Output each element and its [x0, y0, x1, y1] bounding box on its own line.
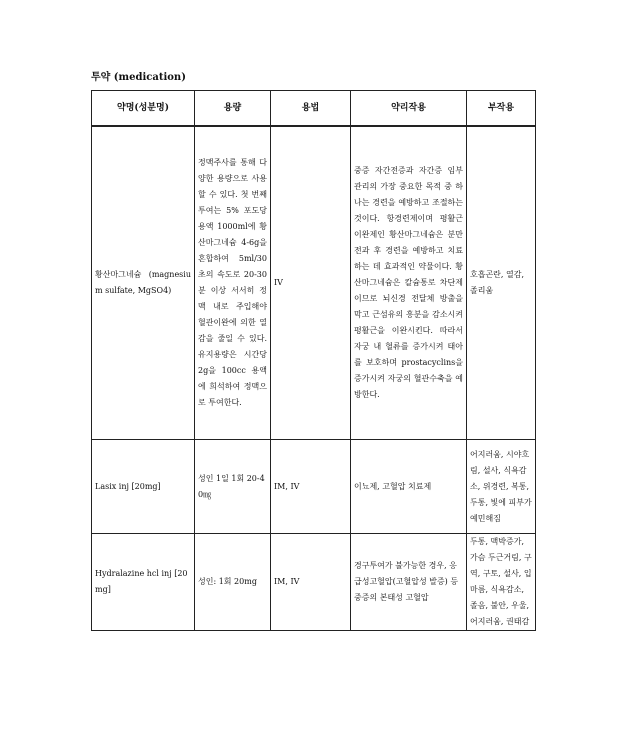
header-drug-name: 약명(성분명)	[92, 91, 195, 127]
drug-name-cell: 황산마그네슘 (magnesium sulfate, MgSO4)	[92, 126, 195, 440]
table-row	[92, 534, 536, 631]
side-effect-cell: 어지러움, 시야흐림, 설사, 식욕감소, 위경련, 복통, 두통, 빛에 피부가 예민해짐	[467, 440, 536, 534]
medication-table	[91, 90, 536, 631]
side-effect-cell: 호흡곤란, 열감, 졸리움	[467, 126, 536, 440]
route-cell: IM, IV	[271, 534, 351, 631]
section-title: 투약 (medication)	[91, 72, 186, 83]
dose-cell: 성인 1일 1회 20-40㎎	[195, 440, 271, 534]
action-cell: 중증 자간전증과 자간증 임부 관리의 가장 중요한 목적 중 하나는 경련을 예방하고 조절하는 것이다. 항경련제이며 평활근 이완제인 황산마그네슘은 분만 전과 후 경련을 예방하고 치료하는 데 효과적인 약물이다. 황산마그네슘은 칼슘통로 차단제이므로 뇌신경 전달체 방출을 막고 근섬유의 흥분을 감소시켜 평활근을 이완시킨다. 따라서 자궁 내 혈류를 증가시켜 태아를 보호하며 prostacyclins을 증가시켜 자궁의 혈관수축을 예방한다.	[351, 126, 467, 440]
header-row	[92, 91, 536, 127]
drug-name-cell: Lasix inj [20mg]	[92, 440, 195, 534]
action-cell: 이뇨제, 고혈압 치료제	[351, 440, 467, 534]
header-action: 약리작용	[351, 91, 467, 127]
table-row	[92, 440, 536, 534]
dose-cell: 정맥주사를 통해 다양한 용량으로 사용할 수 있다. 첫 번째 투여는 5% 포도당 용액 1000ml에 황산마그네슘 4-6g을 혼합하여 5ml/30초의 속도로 20-30분 이상 서서히 정맥 내로 주입해야 혈관이완에 의한 열감을 줄일 수 있다. 유지용량은 시간당 2g을 100cc 용액에 희석하여 정맥으로 투여한다.	[195, 126, 271, 440]
route-cell: IM, IV	[271, 440, 351, 534]
side-effect-cell: 두통, 맥박증가, 가슴 두근거림, 구역, 구토, 설사, 입마름, 식욕감소, 졸음, 불안, 우울, 어지러움, 권태감	[467, 534, 536, 631]
header-route: 용법	[271, 91, 351, 127]
drug-name-cell: Hydralazine hcl inj [20mg]	[92, 534, 195, 631]
action-cell: 경구투여가 불가능한 경우, 응급성고혈압(고혈압성 발증) 등 중증의 본태성 고혈압	[351, 534, 467, 631]
route-cell: IV	[271, 126, 351, 440]
header-dose: 용량	[195, 91, 271, 127]
dose-cell: 성인: 1회 20mg	[195, 534, 271, 631]
table-row	[92, 126, 536, 440]
header-side-effect: 부작용	[467, 91, 536, 127]
